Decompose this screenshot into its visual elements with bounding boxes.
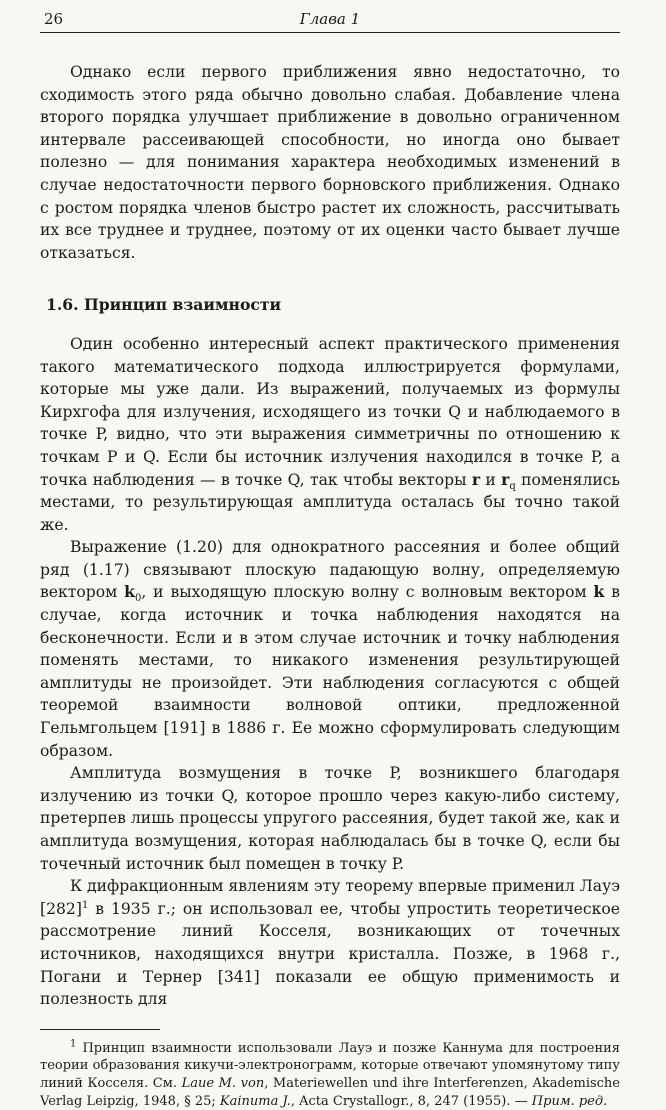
footnote-ref: 1 [81, 899, 89, 911]
text-run: Принцип взаимности использовали Лауэ и позже Каннума для построения теории образования кикучи-электронограмм, которые отвечают упомянутому типу линий Косселя. См. [40, 1040, 620, 1091]
subscript-q: q [509, 480, 516, 492]
text-run: Один особенно интересный аспект практического применения такого математического подхода иллюстрируется формулами, которые мы уже дали. Из выражений, получаемых из формулы Кирхгофа для излучения, исходящего из точки Q и наблюдаемого в точке P, видно, что эти выражения симметричны по отношению к точкам P и Q. Если бы источник излучения находился в точке P, а точка наблюдения — в точке Q, так чтобы векторы [40, 334, 620, 489]
text-run: , Acta Crystallogr., 8, 247 (1955). — [290, 1093, 532, 1109]
page [40, 8, 620, 1110]
text-run: в 1935 г.; он использовал ее, чтобы упростить теоретическое рассмотрение линий Косселя, возникающих от точечных источников, находящихся внутри кристалла. Позже, в 1968 г., Погани и Тернер [341] показали ее общую применимость и полезность для [40, 899, 620, 1009]
section-heading: 1.6. Принцип взаимности [46, 295, 282, 315]
footnote-mark: 1 [70, 1038, 77, 1050]
subscript-zero: 0 [134, 593, 142, 605]
page-number: 26 [44, 10, 64, 28]
vector-rq: r [501, 469, 510, 489]
text-run: , и выходящую плоскую волну с волновым вектором [141, 583, 594, 602]
footnote [40, 1040, 620, 1110]
text-run: Выражение (1.20) для однократного рассеяния и более общий ряд (1.17) связывают плоскую падающую волну, определяемую вектором [40, 538, 620, 602]
paragraph-reciprocity-2 [40, 536, 620, 762]
vector-r: r [471, 469, 481, 489]
vector-k0: k [124, 582, 135, 602]
vector-k: k [593, 582, 605, 602]
footnote-author: Laue M. von [181, 1075, 265, 1091]
text-run: , Materiewellen und ihre Interferenzen, Akademische Verlag Leipzig, 1948, § 25; [40, 1075, 620, 1109]
text-run: и [480, 470, 502, 489]
page-header [40, 8, 620, 33]
footnote-divider [40, 1029, 160, 1030]
paragraph-intro: Однако если первого приближения явно недостаточно, то сходимость этого ряда обычно довольно слабая. Добавление члена второго порядка улучшает приближение в довольно ограниченном интервале рассеивающей способности, но иногда оно бывает полезно — для понимания характера необходимых изменений в случае недостаточности первого борновского приближения. Однако с ростом порядка членов быстро растет их сложность, рассчитывать их все труднее и труднее, поэтому от их оценки часто бывает лучше отказаться. [40, 63, 620, 262]
paragraph-laue [40, 875, 620, 1011]
editor-note: Прим. ред. [531, 1093, 608, 1109]
footnote-author: Kainuma J. [219, 1093, 291, 1109]
paragraph-theorem: Амплитуда возмущения в точке P, возникшего благодаря излучению из точки Q, которое прошло через какую-либо систему, претерпев лишь процессы упругого рассеяния, будет такой же, как и амплитуда возмущения, которая наблюдалась бы в точке Q, если бы точечный источник был помещен в точку P. [40, 764, 620, 873]
text-run: поменялись местами, то результирующая амплитуда осталась бы точно такой же. [40, 470, 620, 534]
chapter-title: Глава 1 [299, 10, 361, 28]
text-run: в случае, когда источник и точка наблюдения находятся на бесконечности. Если и в этом случае источник и точку наблюдения поменять местами, то никакого изменения результирующей амплитуды не произойдет. Эти наблюдения согласуются с общей теоремой взаимности волновой оптики, предложенной Гельмгольцем [191] в 1886 г. Ее можно сформулировать следующим образом. [40, 583, 620, 760]
text-run: К дифракционным явлениям эту теорему впервые применил Лауэ [282] [40, 877, 620, 918]
page-body [40, 61, 620, 1110]
paragraph-reciprocity-1 [40, 333, 620, 536]
